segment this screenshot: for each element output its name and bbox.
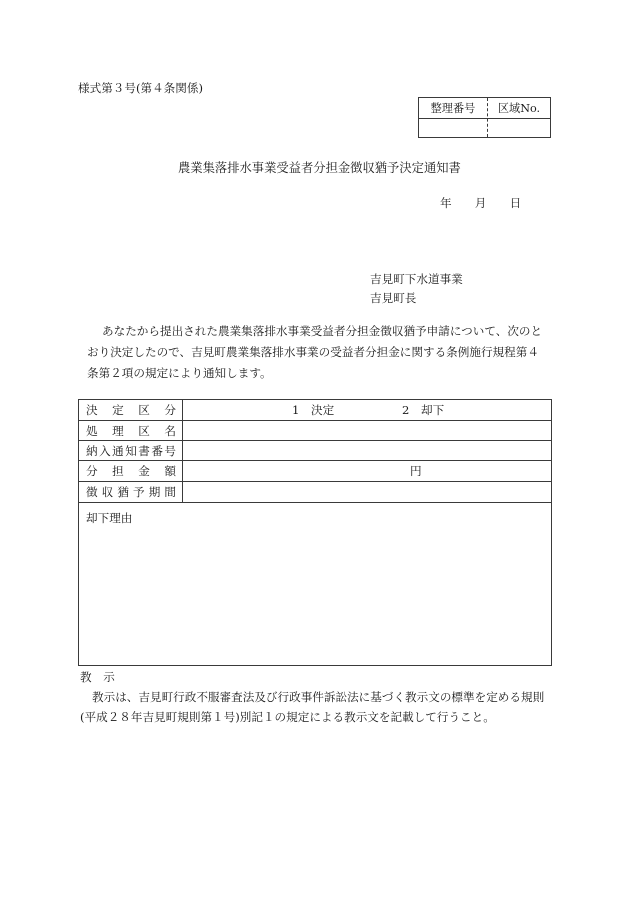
label-cell: [79, 400, 183, 421]
table-row-decision: [79, 400, 552, 421]
treatment-district-label: [79, 423, 182, 439]
label-char: 名: [164, 423, 176, 438]
label-char: 入: [99, 443, 111, 458]
treatment-district-value: [183, 421, 552, 441]
body-line-2: おり決定したので、吉見町農業集落排水事業の受益者分担金に関する条例施行規程第４: [87, 345, 539, 359]
rejection-reason-cell: [79, 503, 552, 666]
area-number-header: 区域No.: [497, 102, 541, 115]
label-char: 理: [112, 423, 124, 438]
form-number: 様式第３号(第４条関係): [78, 81, 203, 95]
instruction-line-1: 教示は、吉見町行政不服審査法及び行政事件訴訟法に基づく教示文の標準を定める規則: [92, 690, 545, 704]
label-char: 額: [164, 464, 176, 478]
label-char: 号: [164, 443, 176, 458]
area-number-value: [488, 119, 550, 137]
issuer-organization: 吉見町下水道事業: [370, 272, 463, 286]
table-row-deferral-period: [79, 482, 552, 503]
table-row-district: [79, 421, 552, 441]
body-line-3: 条第２項の規定により通知します。: [87, 366, 272, 380]
charge-amount-label: [79, 463, 182, 479]
instruction-heading: 教 示: [80, 670, 115, 684]
document-title: 農業集落排水事業受益者分担金徴収猶予決定通知書: [178, 161, 461, 175]
label-char: 区: [138, 403, 150, 417]
reference-number-header: 整理番号: [430, 102, 476, 115]
issuer-name: 吉見町長: [370, 291, 417, 305]
reference-number-value: [419, 119, 487, 137]
label-char: 区: [138, 423, 150, 438]
label-char: 金: [138, 464, 150, 478]
date-line: 年 月 日: [440, 196, 522, 210]
yen-unit: 円: [410, 464, 422, 478]
label-char: 収: [101, 485, 114, 499]
table-row-rejection-reason: [79, 503, 552, 666]
decision-type-label: [79, 402, 182, 418]
value-cell: [183, 400, 552, 421]
label-char: 間: [164, 485, 176, 499]
instruction-line-2: (平成２８年吉見町規則第１号)別記１の規定による教示文を記載して行うこと。: [80, 710, 495, 724]
reference-number-box: [418, 97, 551, 138]
details-table: [78, 399, 552, 666]
label-cell: [79, 421, 183, 441]
label-char: 知: [125, 443, 137, 458]
label-char: 徴: [86, 485, 98, 499]
label-cell: [79, 482, 183, 503]
label-char: 書: [138, 443, 150, 458]
label-char: 分: [86, 464, 98, 478]
label-char: 決: [86, 403, 98, 417]
label-char: 担: [112, 464, 124, 478]
label-char: 納: [86, 443, 98, 458]
label-char: 定: [112, 403, 124, 417]
payment-notice-number-label: [79, 443, 182, 459]
deferral-period-label: [79, 484, 182, 500]
table-row-amount: [79, 461, 552, 482]
payment-notice-number-value: [183, 441, 552, 461]
label-char: 通: [112, 443, 124, 458]
value-cell: [183, 461, 552, 482]
label-char: 猶: [117, 485, 129, 499]
label-cell: [79, 441, 183, 461]
table-row-notice-number: [79, 441, 552, 461]
label-cell: [79, 461, 183, 482]
label-char: 番: [151, 443, 163, 458]
label-char: 分: [164, 403, 176, 417]
option-approve: 1 決定: [292, 403, 335, 417]
body-line-1: あなたから提出された農業集落排水事業受益者分担金徴収猶予申請について、次のと: [102, 324, 543, 338]
label-char: 処: [86, 423, 98, 438]
label-char: 期: [148, 485, 161, 499]
deferral-period-value: [183, 482, 552, 503]
option-reject: 2 却下: [402, 403, 445, 417]
label-char: 予: [133, 485, 145, 499]
rejection-reason-label: 却下理由: [86, 511, 133, 525]
